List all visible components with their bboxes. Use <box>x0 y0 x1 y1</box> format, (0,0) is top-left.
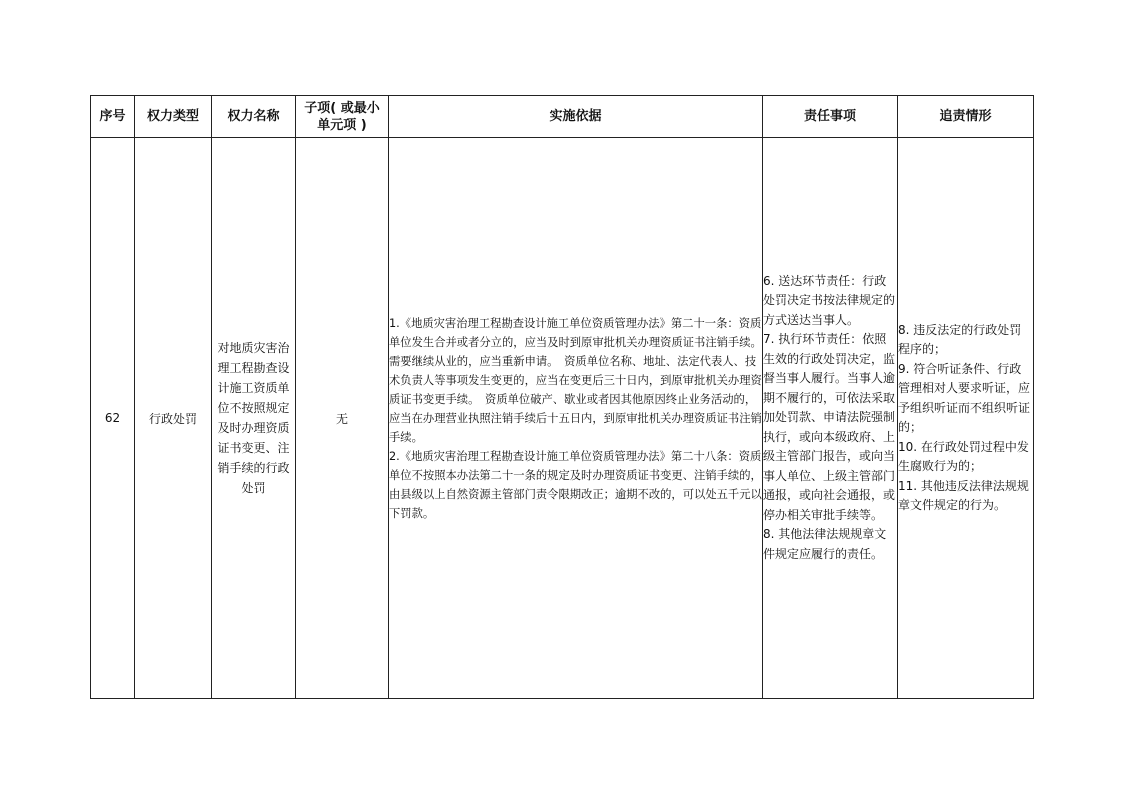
cell-accountability <box>898 138 1034 699</box>
header-accountability: 追责情形 <box>898 96 1034 138</box>
header-sub-item: 子项( 或最小单元项 ) <box>296 96 389 138</box>
accountability-item-8: 8. 违反法定的行政处罚程序的； <box>898 322 1022 356</box>
accountability-item-10: 10. 在行政处罚过程中发生腐败行为的； <box>898 439 1029 473</box>
header-row <box>91 96 1034 138</box>
header-seq: 序号 <box>91 96 135 138</box>
basis-item-1: 1.《地质灾害治理工程勘查设计施工单位资质管理办法》第二十一条：资质单位发生合并或者分立的，应当及时到原审批机关办理资质证书注销手续。需要继续从业的，应当重新申请。 资质单位名称、地址、法定代表人、技术负责人等事项发生变更的，应当在变更后三十日内，到原审批机关办理资质证书变更手续。 资质单位破产、歇业或者因其他原因终止业务活动的，应当在办理营业执照注销手续后十五日内，到原审批机关办理资质证书注销手续。 <box>389 316 762 444</box>
cell-power-name: 对地质灾害治理工程勘查设计施工资质单位不按照规定及时办理资质证书变更、注销手续的行政处罚 <box>212 138 296 699</box>
header-duties: 责任事项 <box>763 96 898 138</box>
duty-item-6: 6. 送达环节责任：行政处罚决定书按法律规定的方式送达当事人。 <box>763 273 896 327</box>
table-row <box>91 138 1034 699</box>
cell-seq: 62 <box>91 138 135 699</box>
header-power-name: 权力名称 <box>212 96 296 138</box>
header-basis: 实施依据 <box>389 96 763 138</box>
cell-power-type: 行政处罚 <box>135 138 212 699</box>
basis-item-2: 2.《地质灾害治理工程勘查设计施工单位资质管理办法》第二十八条：资质单位不按照本办法第二十一条的规定及时办理资质证书变更、注销手续的，由县级以上自然资源主管部门责令限期改正；逾期不改的，可以处五千元以下罚款。 <box>389 449 762 520</box>
cell-sub-item: 无 <box>296 138 389 699</box>
duty-item-8: 8. 其他法律法规规章文件规定应履行的责任。 <box>763 527 887 561</box>
cell-duties <box>763 138 898 699</box>
header-power-type: 权力类型 <box>135 96 212 138</box>
power-list-table <box>90 95 1034 699</box>
duty-item-7: 7. 执行环节责任：依照生效的行政处罚决定，监督当事人履行。当事人逾期不履行的，可依法采取加处罚款、申请法院强制执行，或向本级政府、上级主管部门报告，或向当事人单位、上级主管部门通报，或向社会通报，或停办相关审批手续等。 <box>763 332 896 522</box>
accountability-item-11: 11. 其他违反法律法规规章文件规定的行为。 <box>898 478 1029 512</box>
accountability-item-9: 9. 符合听证条件、行政管理相对人要求听证，应予组织听证而不组织听证的； <box>898 361 1031 434</box>
cell-basis <box>389 138 763 699</box>
